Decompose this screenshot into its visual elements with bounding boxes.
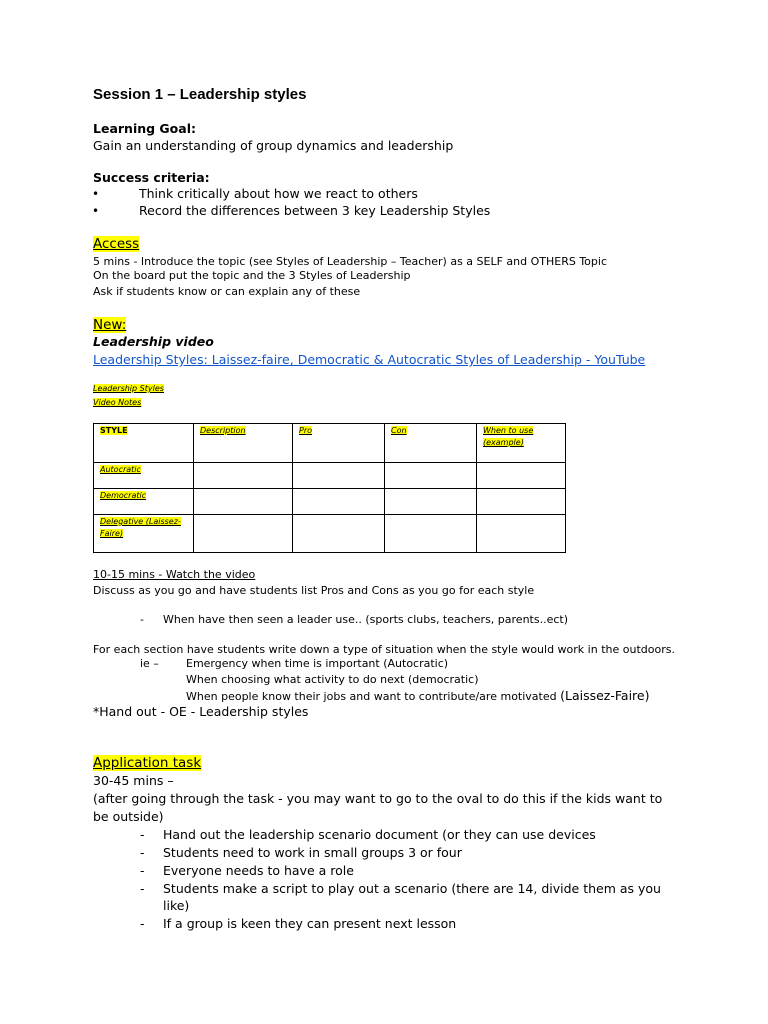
- watch-dash-item: When have then seen a leader use.. (sports clubs, teachers, parents..ect): [163, 613, 568, 626]
- table-cell: [385, 489, 477, 515]
- table-row-label: Delegative (Laissez-Faire): [94, 515, 194, 553]
- table-header-row: [94, 424, 566, 463]
- ie-label: ie –: [140, 657, 159, 670]
- table-row-label: Democratic: [94, 489, 194, 515]
- dash-marker: -: [140, 613, 144, 626]
- table-cell: [385, 463, 477, 489]
- dash-marker: -: [140, 845, 145, 860]
- table-cell: [477, 515, 566, 553]
- success-criteria-heading: Success criteria:: [93, 170, 210, 185]
- table-header-cell: Con: [385, 424, 477, 463]
- table-cell: [194, 463, 293, 489]
- video-notes-subtitle: Video Notes: [93, 398, 142, 407]
- application-item: Students make a script to play out a scenario (there are 14, divide them as you: [163, 881, 661, 896]
- table-header-cell: When to use (example): [477, 424, 566, 463]
- video-notes-table: [93, 423, 566, 553]
- dash-marker: -: [140, 827, 145, 842]
- page-title: Session 1 – Leadership styles: [93, 86, 307, 103]
- access-line: Ask if students know or can explain any of these: [93, 285, 361, 298]
- example-line: Emergency when time is important (Autocratic): [186, 657, 449, 670]
- table-cell: [293, 515, 385, 553]
- table-cell: [293, 463, 385, 489]
- handout-line: *Hand out - OE - Leadership styles: [93, 704, 309, 719]
- application-item: Students need to work in small groups 3 or four: [163, 845, 462, 860]
- application-note: be outside): [93, 809, 164, 824]
- video-notes-title: Leadership Styles: [93, 384, 164, 393]
- dash-marker: -: [140, 916, 145, 931]
- application-item: Hand out the leadership scenario document (or they can use devices: [163, 827, 596, 842]
- dash-marker: -: [140, 881, 145, 896]
- application-item-continued: like): [163, 898, 190, 913]
- application-item: Everyone needs to have a role: [163, 863, 354, 878]
- learning-goal-text: Gain an understanding of group dynamics and leadership: [93, 138, 454, 153]
- dash-marker: -: [140, 863, 145, 878]
- bullet-icon: •: [92, 187, 100, 201]
- table-header-cell: Pro: [293, 424, 385, 463]
- table-cell: [194, 515, 293, 553]
- application-item: If a group is keen they can present next lesson: [163, 916, 457, 931]
- table-cell: [194, 489, 293, 515]
- table-row: [94, 489, 566, 515]
- success-item: Think critically about how we react to others: [139, 186, 418, 201]
- application-task-heading: Application task: [93, 755, 202, 771]
- application-note: (after going through the task - you may want to go to the oval to do this if the kids want to: [93, 791, 663, 806]
- application-time: 30-45 mins –: [93, 773, 174, 788]
- leadership-video-heading: Leadership video: [93, 334, 214, 349]
- new-heading: New:: [93, 317, 127, 333]
- example-line: When people know their jobs and want to contribute/are motivated (Laissez-Faire): [186, 688, 650, 703]
- table-cell: [477, 489, 566, 515]
- situation-line: For each section have students write down a type of situation when the style would work in the outdoors.: [93, 643, 675, 656]
- watch-discuss-line: Discuss as you go and have students list Pros and Cons as you go for each style: [93, 584, 535, 597]
- table-header-cell: Description: [194, 424, 293, 463]
- learning-goal-heading: Learning Goal:: [93, 121, 196, 136]
- table-cell: [385, 515, 477, 553]
- access-heading: Access: [93, 236, 140, 252]
- example-line: When choosing what activity to do next (democratic): [186, 673, 479, 686]
- watch-video-heading: 10-15 mins - Watch the video: [93, 568, 256, 581]
- table-header-cell: STYLE: [94, 424, 194, 463]
- table-row: [94, 463, 566, 489]
- table-cell: [293, 489, 385, 515]
- access-line: On the board put the topic and the 3 Styles of Leadership: [93, 269, 411, 282]
- table-row-label: Autocratic: [94, 463, 194, 489]
- access-line: 5 mins - Introduce the topic (see Styles of Leadership – Teacher) as a SELF and OTHERS Topic: [93, 255, 607, 268]
- table-row: [94, 515, 566, 553]
- table-cell: [477, 463, 566, 489]
- bullet-icon: •: [92, 204, 100, 218]
- youtube-video-link[interactable]: Leadership Styles: Laissez-faire, Democratic & Autocratic Styles of Leadership - YouTube: [93, 352, 646, 367]
- success-item: Record the differences between 3 key Leadership Styles: [139, 203, 491, 218]
